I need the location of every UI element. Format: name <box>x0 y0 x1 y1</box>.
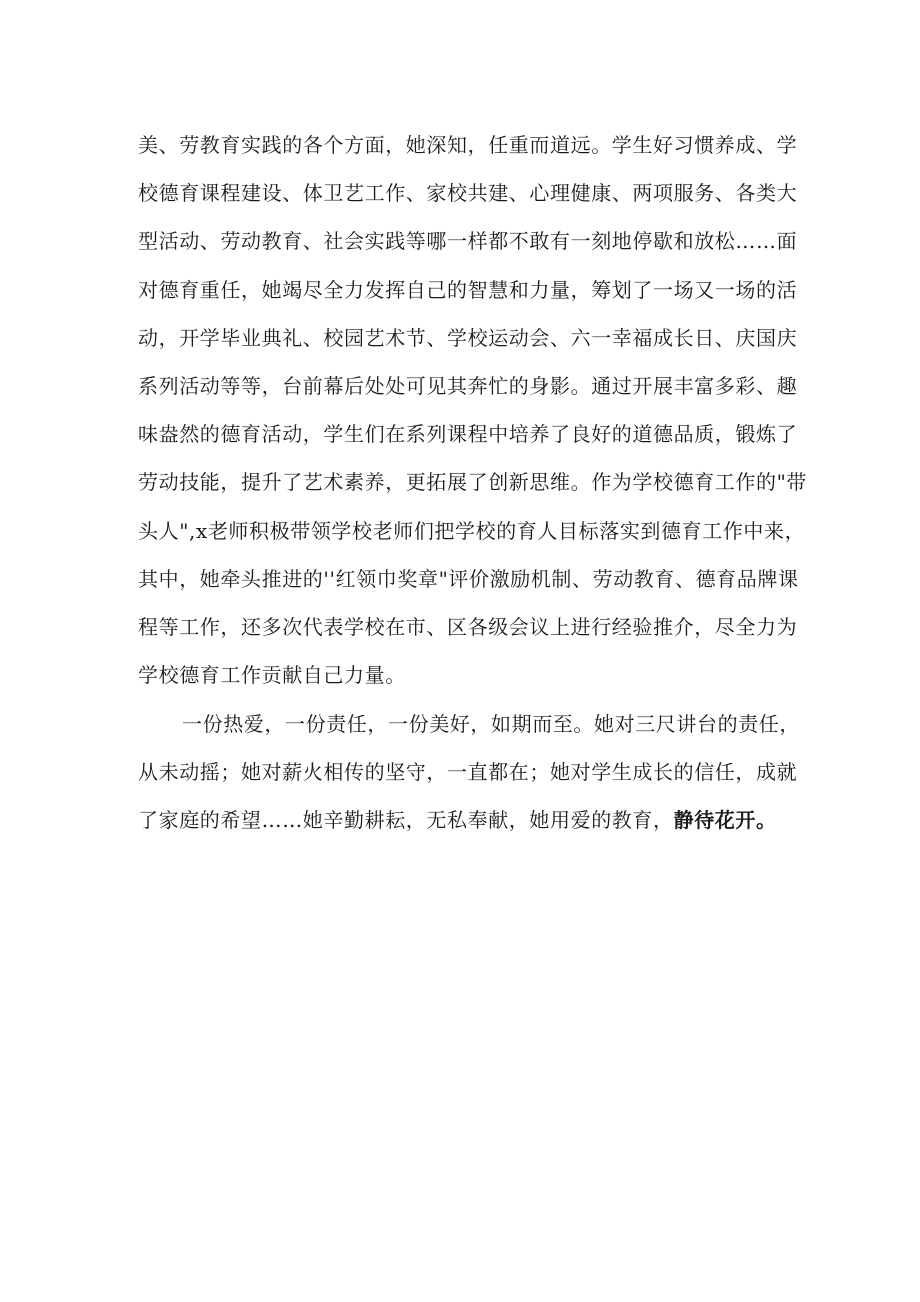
paragraph-line: 学校德育工作贡献自己力量。 <box>138 663 406 688</box>
paragraph-line: 程等工作，还多次代表学校在市、区各级会议上进行经验推介，尽全力为 <box>138 614 798 639</box>
paragraph-line: 劳动技能，提升了艺术素养，更拓展了创新思维。作为学校德育工作的"带 <box>138 470 807 495</box>
paragraph-line: 校德育课程建设、体卫艺工作、家校共建、心理健康、两项服务、各类大 <box>138 181 798 206</box>
paragraph-line: 一份热爱，一份责任，一份美好，如期而至。她对三尺讲台的责任， <box>182 712 800 736</box>
paragraph-line: 动，开学毕业典礼、校园艺术节、学校运动会、六一幸福成长日、庆国庆 <box>138 325 798 350</box>
emphasis-text: 静待花开。 <box>673 808 777 833</box>
paragraph-line: 系列活动等等，台前幕后处处可见其奔忙的身影。通过开展丰富多彩、趣 <box>138 373 798 398</box>
paragraph-line: 从未动摇；她对薪火相传的坚守，一直都在；她对学生成长的信任，成就 <box>138 760 798 785</box>
paragraph-line-final <box>138 802 798 850</box>
paragraph-line: 其中，她牵头推进的''红领巾奖章"评价激励机制、劳动教育、德育品牌课 <box>138 566 799 591</box>
paragraph-text: 了家庭的希望……她辛勤耕耘，无私奉献，她用爱的教育， <box>138 808 674 833</box>
paragraph-2 <box>138 706 798 851</box>
paragraph-line: 头人",x老师积极带领学校老师们把学校的育人目标落实到德育工作中来， <box>138 518 806 543</box>
paragraph-line: 味盎然的德育活动，学生们在系列课程中培养了良好的道德品质，锻炼了 <box>138 422 798 447</box>
paragraph-line: 型活动、劳动教育、社会实践等哪一样都不敢有一刻地停歇和放松……面 <box>138 229 798 254</box>
paragraph-line: 对德育重任，她竭尽全力发挥自己的智慧和力量，筹划了一场又一场的活 <box>138 277 798 302</box>
paragraph-1 <box>138 127 807 705</box>
paragraph-line: 美、劳教育实践的各个方面，她深知，任重而道远。学生好习惯养成、学 <box>138 133 798 157</box>
